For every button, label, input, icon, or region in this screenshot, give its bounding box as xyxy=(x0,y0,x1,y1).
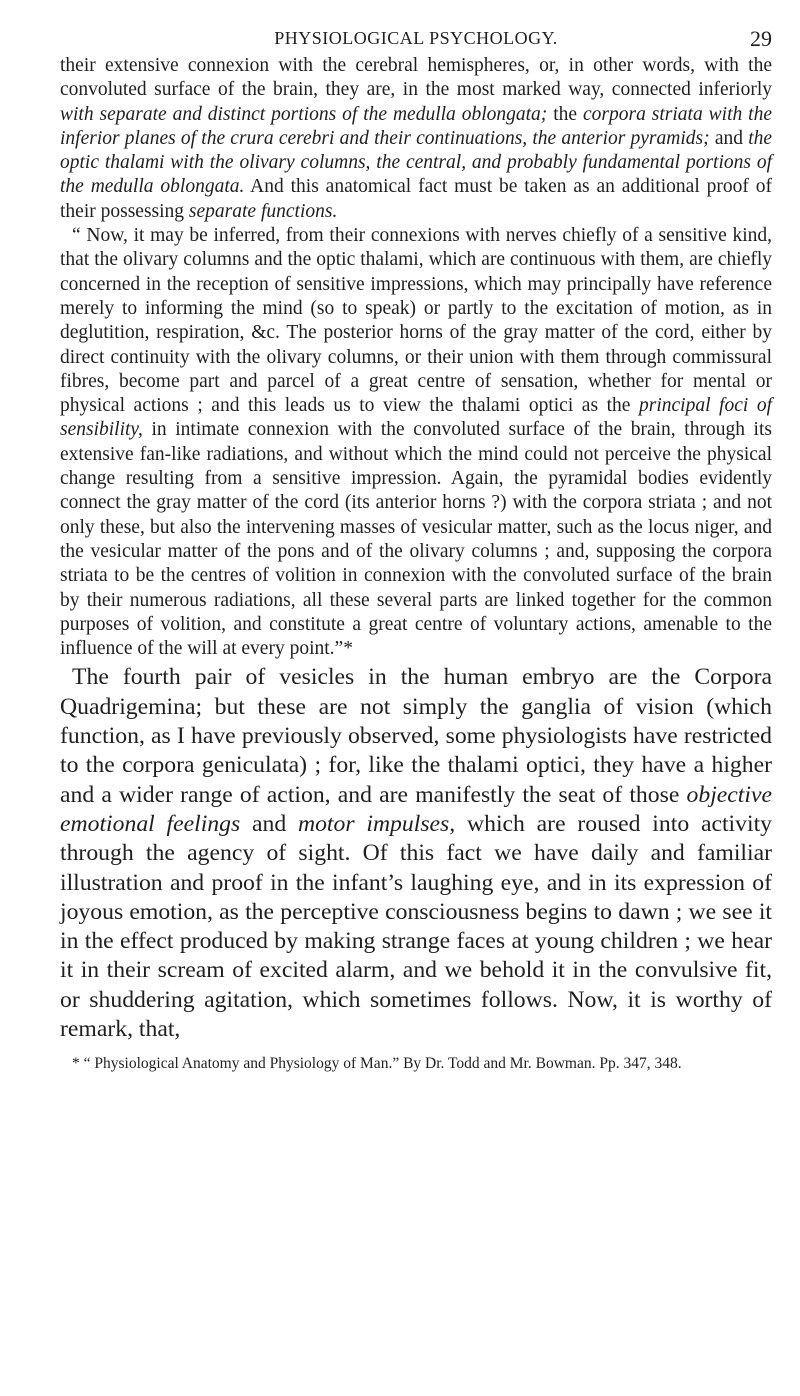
paragraph-3 xyxy=(60,663,772,1044)
italic-run: the optic thalami with the olivary columns, the central, and probably fundamental portions of the medulla oblongata. xyxy=(60,127,773,198)
page-body xyxy=(60,54,772,1073)
text-run: and xyxy=(709,127,749,149)
text-run: which are roused into activity through the agency of sight. Of this fact we have daily and familiar illustration and proof in the infant’s laughing eye, and in its expression of joyous emotion, as the perceptive consciousness begins to dawn ; we see it in the effect produced by making strange faces at young children ; we hear it in their scream of excited alarm, and we behold it in the convulsive fit, or shuddering agitation, which sometimes follows. Now, it is worthy of remark, that, xyxy=(60,810,772,1042)
text-run: and xyxy=(240,810,298,837)
paragraph-2-quotation xyxy=(60,224,772,661)
italic-run: principal foci of sensibility, xyxy=(60,395,772,441)
page-header xyxy=(60,26,772,52)
text-run: “ Now, it may be inferred, from their connexions with nerves chiefly of a sensitive kind, that the olivary columns and the optic thalami, which are continuous with them, are chiefly concerned in the reception of sensitive impressions, which may principally have reference merely to informing the mind (so to speak) or partly to the excitation of motion, as in deglutition, respiration, &c. The posterior horns of the gray matter of the cord, either by direct continuity with the olivary columns, or their union with them through commissural fibres, become part and parcel of a great centre of sensation, whether for mental or physical actions ; and this leads us to view the thalami optici as the xyxy=(60,225,772,417)
text-run: in intimate connexion with the convoluted surface of the brain, through its extensive fan-like radiations, and without which the mind could not perceive the physical change resulting from a sensitive impression. Again, the pyramidal bodies evidently connect the gray matter of the cord (its anterior horns ?) with the corpora striata ; and not only these, but also the intervening masses of vesicular matter, such as the locus niger, and the vesicular matter of the pons and of the olivary columns ; and, supposing the corpora striata to be the centres of volition in connexion with the convoluted surface of the brain by their numerous radiations, all these several parts are linked together for the common purposes of volition, and constitute a great centre of voluntary actions, amenable to the influence of the will at every point.”* xyxy=(60,419,772,660)
italic-run: corpora striata with the inferior planes of the crura cerebri and their continuations, the anterior pyramids; xyxy=(60,103,772,149)
italic-run: motor impulses, xyxy=(297,810,456,837)
italic-run: with separate and distinct portions of the medulla oblongata; xyxy=(60,103,548,125)
italic-run: separate functions. xyxy=(188,200,338,222)
text-run: And this anatomical fact must be taken as an additional proof of their possessing xyxy=(60,176,772,222)
page-number: 29 xyxy=(750,26,772,51)
italic-run: objective emotional feelings xyxy=(60,781,772,837)
text-run: The fourth pair of vesicles in the human embryo are the Corpora Quadrigemina; but these are not simply the ganglia of vision (which function, as I have previously observed, some physiologists have restricted to the corpora geniculata) ; for, like the thalami optici, they have a higher and a wider range of action, and are manifestly the seat of those xyxy=(60,664,772,808)
footnote: * “ Physiological Anatomy and Physiology of Man.” By Dr. Todd and Mr. Bowman. Pp. 347, 348. xyxy=(72,1055,682,1073)
text-run: their extensive connexion with the cerebral hemispheres, or, in other words, with the convoluted surface of the brain, they are, in the most marked way, connected inferiorly xyxy=(60,55,772,101)
paragraph-1 xyxy=(60,54,772,224)
running-title: PHYSIOLOGICAL PSYCHOLOGY. xyxy=(274,28,558,48)
text-run: the xyxy=(547,103,584,125)
